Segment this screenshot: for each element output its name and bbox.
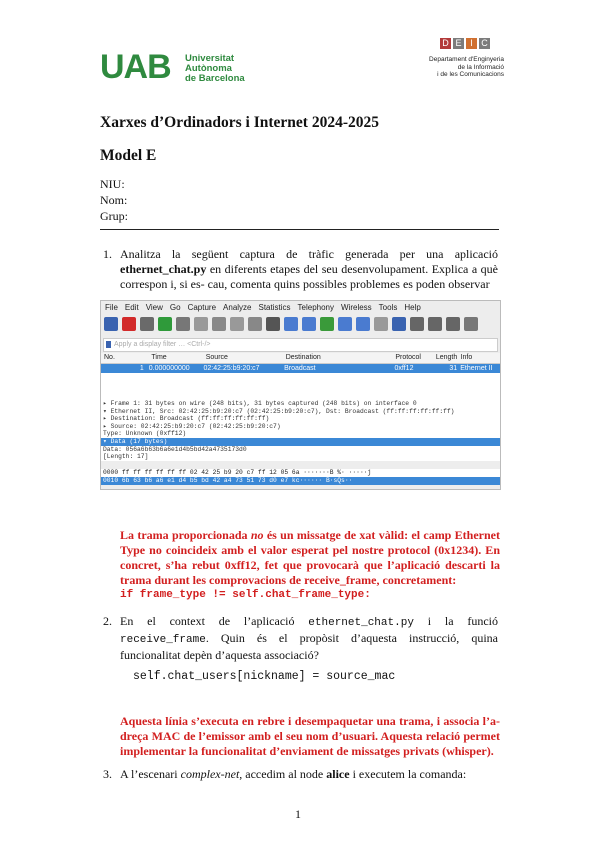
menu-statistics: Statistics xyxy=(258,303,291,312)
menu-file: File xyxy=(105,303,118,312)
hex-dump xyxy=(101,469,500,485)
packet-list-empty xyxy=(101,373,500,400)
uab-logo-text xyxy=(185,54,245,84)
detail-line: ▸ Frame 1: 31 bytes on wire (248 bits), 31 bytes captured (248 bits) on interface 0 xyxy=(103,400,417,407)
detail-line: Type: Unknown (0xff12) xyxy=(103,430,187,438)
toolbar-icon xyxy=(194,317,208,331)
toolbar-icon xyxy=(338,317,352,331)
uab-line: Autònoma xyxy=(185,63,232,74)
detail-line: ▾ Ethernet II, Src: 02:42:25:b9:20:c7 (02:42:25:b9:20:c7), Dst: Broadcast (ff:ff:ff:ff:ff:ff) xyxy=(103,407,455,415)
detail-line: Data: 056a6b63b6a6e1d4b5bd42a4735173d0 xyxy=(103,445,247,453)
deic-line: de la Informació xyxy=(457,63,504,71)
answer-emphasis: no xyxy=(250,528,264,542)
q2-text: i la funció xyxy=(413,614,498,628)
divider xyxy=(100,229,499,230)
detail-line: ▸ Destination: Broadcast (ff:ff:ff:ff:ff:ff) xyxy=(103,415,270,423)
deic-line: Departament d'Enginyeria xyxy=(429,56,504,63)
question-number: 3. xyxy=(103,767,112,781)
toolbar-icon xyxy=(302,317,316,331)
toolbar xyxy=(101,315,500,337)
deic-line: i de les Comunicacions xyxy=(437,71,504,78)
menu-edit: Edit xyxy=(124,303,139,312)
cell: 31 xyxy=(449,365,458,372)
field-grup: Grup: xyxy=(100,209,128,223)
menu-view: View xyxy=(145,303,163,312)
toolbar-icon xyxy=(320,317,334,331)
q1-text: en diferents etapes del seu desenvolupament. Explica a què correspon i, si es- cau, comenta quins possibles problemes es poden observar xyxy=(120,262,498,291)
col-info: Info xyxy=(460,354,473,361)
toolbar-icon xyxy=(176,317,190,331)
q3-text: i executem la comanda: xyxy=(349,767,467,781)
toolbar-icon xyxy=(140,317,154,331)
col-time: Time xyxy=(151,354,167,361)
q1-text: Analitza la següent captura de tràfic generada per una aplicació xyxy=(120,247,498,261)
deic-letter: D xyxy=(440,38,451,49)
document-title: Xarxes d’Ordinadors i Internet 2024-2025 xyxy=(100,114,379,131)
detail-line: ▸ Source: 02:42:25:b9:20:c7 (02:42:25:b9:20:c7) xyxy=(103,422,281,430)
question-1-text xyxy=(120,247,498,292)
uab-line: Universitat xyxy=(185,53,235,64)
toolbar-icon xyxy=(230,317,244,331)
toolbar-icon xyxy=(410,317,424,331)
cell: 0.000000000 xyxy=(148,365,190,372)
cell: 0xff12 xyxy=(394,365,414,372)
menu-help: Help xyxy=(404,303,421,312)
deic-logo-text xyxy=(424,56,504,79)
toolbar-icon xyxy=(446,317,460,331)
answer-code: if frame_type != self.chat_frame_type: xyxy=(120,589,371,601)
menu-wireless: Wireless xyxy=(341,303,372,312)
q2-text: En el context de l’aplicació xyxy=(120,614,309,628)
hex-line-highlight: 0010 6b 63 b6 a6 e1 d4 b5 bd 42 a4 73 51 73 d0 e7 kc······ B·sQs·· xyxy=(101,477,500,485)
field-nom: Nom: xyxy=(100,193,128,207)
hex-line: 0000 ff ff ff ff ff ff 02 42 25 b9 20 c7 ff 12 05 6a ·······B %· ·····j xyxy=(103,468,372,476)
menu-bar xyxy=(101,301,500,315)
toolbar-icon xyxy=(158,317,172,331)
q2-text: . Quin és el propòsit d’aquesta instrucció, quina funcionalitat depèn d’aquesta associació? xyxy=(120,631,498,662)
menu-go: Go xyxy=(169,303,181,312)
detail-line: [Length: 17] xyxy=(103,453,149,461)
col-source: Source xyxy=(205,354,228,361)
menu-tools: Tools xyxy=(378,303,398,312)
col-protocol: Protocol xyxy=(395,354,421,361)
toolbar-icon xyxy=(374,317,388,331)
cell: 1 xyxy=(139,365,144,372)
toolbar-icon xyxy=(428,317,442,331)
display-filter-input: Apply a display filter … <Ctrl-/> xyxy=(103,338,498,352)
uab-logo: UAB xyxy=(100,48,171,86)
q3-emphasis: complex-net xyxy=(180,767,240,781)
deic-letter: I xyxy=(466,38,477,49)
code-snippet: self.chat_users[nickname] = source_mac xyxy=(133,670,396,683)
toolbar-icon xyxy=(266,317,280,331)
packet-list-header xyxy=(101,353,500,364)
toolbar-icon xyxy=(104,317,118,331)
cell: Broadcast xyxy=(284,365,316,372)
q3-text: A l’escenari xyxy=(120,767,181,781)
deic-letter: E xyxy=(453,38,464,49)
toolbar-icon xyxy=(212,317,226,331)
col-destination: Destination xyxy=(285,354,321,361)
answer-1 xyxy=(120,528,500,603)
menu-telephony: Telephony xyxy=(297,303,334,312)
cell: Ethernet II xyxy=(460,365,493,372)
packet-details xyxy=(101,400,500,461)
deic-logo xyxy=(440,38,490,49)
question-number: 1. xyxy=(103,247,112,261)
toolbar-icon xyxy=(464,317,478,331)
toolbar-icon xyxy=(122,317,136,331)
col-length: Length xyxy=(435,354,458,361)
q3-text: , accedim al node xyxy=(239,767,327,781)
cell: 02:42:25:b9:20:c7 xyxy=(203,365,260,372)
field-niu: NIU: xyxy=(100,177,125,191)
toolbar-icon xyxy=(284,317,298,331)
q2-code: ethernet_chat.py xyxy=(308,617,414,629)
q3-bold: alice xyxy=(326,767,350,781)
page-number: 1 xyxy=(295,807,301,821)
exam-model: Model E xyxy=(100,147,157,164)
q2-code: receive_frame xyxy=(120,634,206,646)
menu-capture: Capture xyxy=(187,303,217,312)
question-2-text xyxy=(120,614,498,663)
wireshark-screenshot xyxy=(100,300,501,490)
answer-text: La trama proporcionada xyxy=(120,528,251,542)
deic-letter: C xyxy=(479,38,490,49)
toolbar-icon xyxy=(392,317,406,331)
answer-2: Aquesta línia s’executa en rebre i desempaquetar una trama, i associa l’a- dreça MAC de l’emissor amb el seu nom d’usuari. Aquesta relació permet implementar la funcionalitat d’enviament de missatges privats (whisper). xyxy=(120,714,500,758)
answer-text: és un missatge de xat vàlid: el camp Ethernet Type no coincideix amb el valor esperat pel nostre protocol (0x1234). En concret, s’ha rebut 0xff12, fet que provocarà que l’aplicació descarti la trama durant les comprovacions de receive_frame, concretament: xyxy=(120,528,500,587)
toolbar-icon xyxy=(248,317,262,331)
detail-line-selected: ▾ Data (17 bytes) xyxy=(101,438,500,446)
toolbar-icon xyxy=(356,317,370,331)
q1-bold: ethernet_chat.py xyxy=(120,262,207,276)
menu-analyze: Analyze xyxy=(223,303,252,312)
question-number: 2. xyxy=(103,614,112,628)
question-3-text xyxy=(120,767,498,782)
col-no: No. xyxy=(104,354,115,361)
uab-line: de Barcelona xyxy=(185,73,245,84)
packet-row xyxy=(101,364,500,373)
